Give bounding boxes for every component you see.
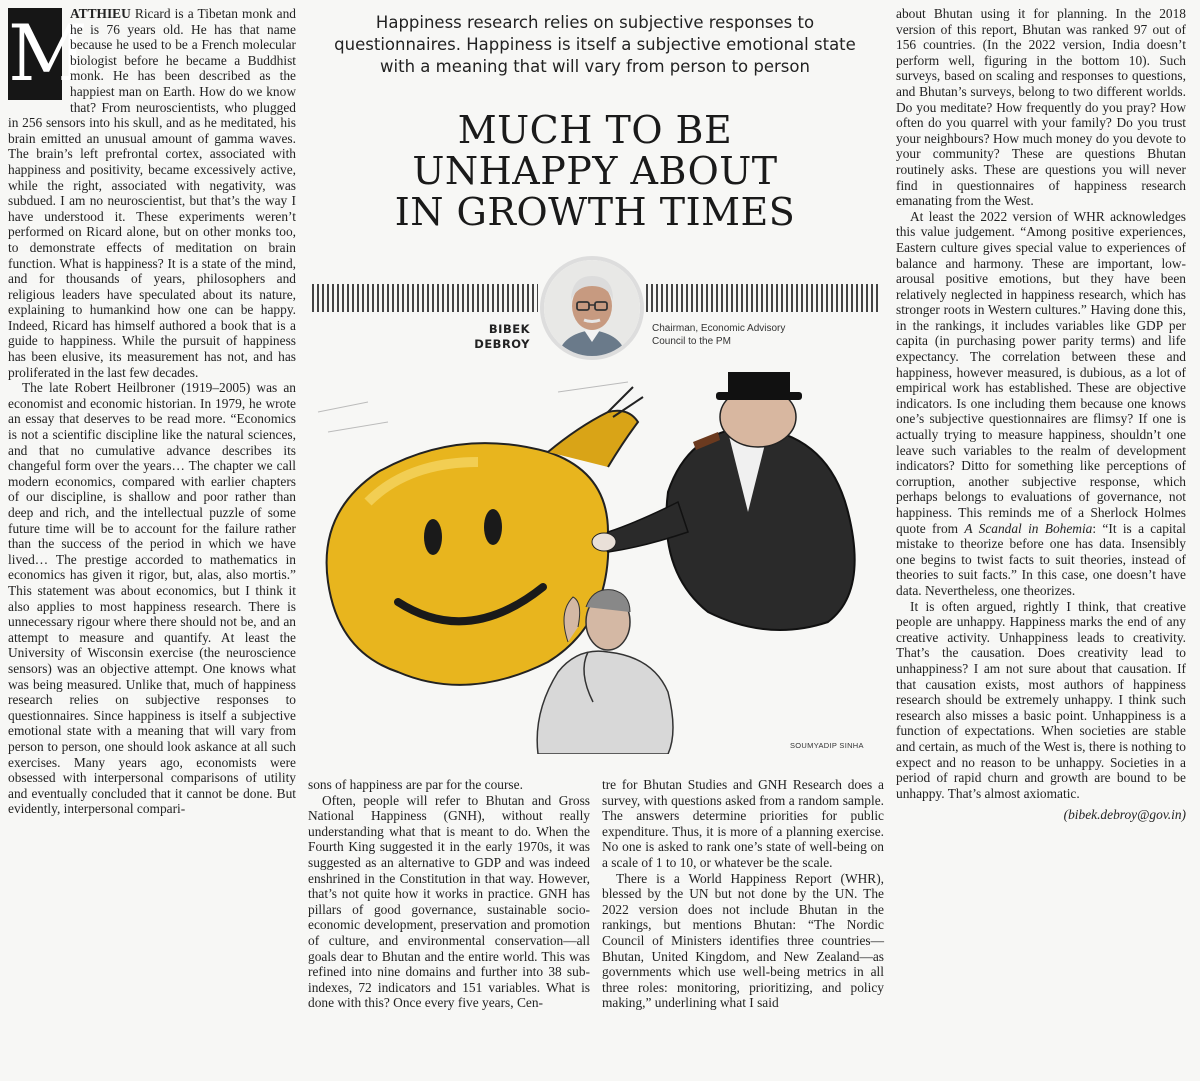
paragraph: The late Robert Heilbroner (1919–2005) was an economist and economic historian. In 1979, he wrote an essay that deserves to be read more. “Economics is not a scientific discipline like the natural sciences, and that no cumulative advance describes its changeful form over the years… The chapter we call modern economics, compared with earlier chapters of our discipline, is shallow and poor rather than deep and rich, and the intellectual puzzle of some future time will be to account for the failure rather than the success of the period in which we have lived… The prestige accorded to mathematics in economics has given it rigor, but, alas, also mortis.” This statement was about economics, but I think it also applies to most happiness research. There is unnecessary rigour where there should not be, and an attempt to measure and quantify. At least the University of Wisconsin exercise (the neuroscience sensors) was an objective attempt. One knows what was being measured. Unlike that, much of happiness research relies on subjective responses to questionnaires. Since happiness is itself a subjective emotional state with a meaning that will vary from person to person, one should look askance at all such exercises. Many years ago, economists were obsessed with interpersonal comparisons of utility and eventually concluded that it cannot be done. But evidently, interpersonal compari- [8,380,296,817]
headline [320,110,870,233]
article-column-3 [602,777,884,1011]
paragraph: about Bhutan using it for planning. In the 2018 version of this report, Bhutan was ranked 97 out of 156 countries. (In the 2022 version, India doesn’t perform well, figuring in the bottom 10). Such surveys, based on scaling and responses to questions, and Bhutan’s surveys, belong to two different worlds. Do you meditate? How frequently do you pray? How often do you quarrel with your family? Do you trust your neighbours? How much money do you devote to your community? These are questions Bhutan routinely asks. These are questions you will never find in questionnaires of happiness research emanating from the West. [896,6,1186,209]
paragraph-text: At least the 2022 version of WHR acknowledges this value judgement. “Among positive experiences, Eastern culture gives special value to experiences of balance and harmony. These are important, low-arousal positive emotions, but they have been relatively neglected in happiness research, which has stronger roots in Western cultures.” Having done this, in the rankings, it includes variables like GDP per capita (in purchasing power parity terms) and life expectancy. The correlation between these and happiness, however measured, is dubious, as a lot of empirical work has established. These are objective indicators. Is one including them because one knows one’s subjective questionnaires are flimsy? If one is actually trying to measure happiness, shouldn’t one leave such variables to the realm of development indicators? Ditto for something like perceptions of corruption, another subjective response, which perhaps belongs to evaluations of governance, not happiness. This reminds me of a Sherlock Holmes quote from [896,208,1186,536]
book-title: A Scandal in Bohemia [964,520,1093,536]
paragraph [8,6,296,380]
byline-stripes-left [312,284,538,312]
paragraph [896,209,1186,599]
paragraph: There is a World Happiness Report (WHR), blessed by the UN but not done by the UN. The 2022 version does not include Bhutan in the rankings, but mentions Bhutan: “The Nordic Council of Ministers identifies three countries—Bhutan, United Kingdom, and New Zealand—as governments which use well-being metrics in all three roles: monitoring, prioritizing, and policy making,” underlining what I said [602,870,884,1011]
drop-cap: M [8,9,88,99]
opening-kicker: ATTHIEU [70,6,131,21]
author-photo [540,256,644,360]
illustration-credit: SOUMYADIP SINHA [790,741,864,750]
paragraph: sons of happiness are par for the course. [308,777,523,792]
paragraph-text: Ricard is a Tibetan monk and he is 76 years old. He has that name because he used to be a French molecular biologist before he became a Buddhist monk. He has been described as the happiest man on Earth. How do we know that? From neuroscientists, who plugged in 256 sensors into his skull, and as he meditated, his brain emitted an unusual amount of gamma waves. The brain’s left prefrontal cortex, associated with happiness and positivity, became excessively active, while the right, associated with negativity, was subdued. I am no neuroscientist, but that’s the way I have understood it. These experiments weren’t performed on Ricard alone, but on other monks too, to demonstrate effects of meditation on brain function. What is happiness? It is a state of the mind, and for thousands of years, philosophers and religious leaders have speculated about its nature, explaining to humankind how one can be happy. Indeed, Ricard has himself authored a book that is a guide to happiness. While the pursuit of happiness has been elusive, its measurement has not, and has proliferated in the last few decades. [8,6,296,380]
paragraph: It is often argued, rightly I think, that creative people are unhappy. Happiness marks the end of any creative activity. Unhappiness leads to creativity. That’s the causation. Does creativity lead to unhappiness? I am not sure about that causation. If that causation exists, most authors of happiness research should be extremely unhappy. I think such research also misses a basic point. Unhappiness is a function of expectations. When societies are stable and certain, as much of the West is, there is nothing to expect and no reason to be unhappy. Societies in a period of rapid churn and growth are bound to be unhappy. That’s almost axiomatic. [896,598,1186,801]
author-first-name: BIBEK [488,322,530,336]
article-column-4 [896,6,1186,823]
headline-line: IN GROWTH TIMES [394,190,796,234]
article-column-1 [8,6,296,817]
byline-stripes-right [646,284,880,312]
author-role: Chairman, Economic Advisory Council to the PM [652,323,786,347]
standfirst: Happiness research relies on subjective responses to questionnaires. Happiness is itself a subjective emotional state with a meaning that will vary from person to person [334,13,856,76]
cartoon-illustration [308,372,882,754]
paragraph: tre for Bhutan Studies and GNH Research does a survey, with questions asked from a random sample. The answers determine priorities for public expenditure. Thus, it is more of a planning exercise. No one is asked to rank one’s state of well-being on a scale of 1 to 10, or whatever be the scale. [602,777,884,870]
author-last-name: DEBROY [474,337,530,351]
headline-line: MUCH TO BE [457,108,733,152]
headline-line: UNHAPPY ABOUT [412,149,778,193]
paragraph: Often, people will refer to Bhutan and Gross National Happiness (GNH), without really understanding what that is meant to do. When the Fourth King suggested it in the early 1970s, it was suggested as an alternative to GDP and was indeed enshrined in the Constitution in that way. However, that’s not quite how it works in practice. GNH has pillars of good governance, sustainable socio-economic development, preservation and promotion of culture, and environmental conservation—all goals dear to Bhutan and the entire world. This was refined into nine domains and further into 38 sub-indexes, 72 indicators and 151 variables. What is done with this? Once every five years, Cen- [308,792,590,1011]
paragraph-text: : “It is a capital mistake to theorize before one has data. Insensibly one begins to twist facts to suit theories, instead of theories to suit facts.” In this case, one doesn’t have data. Nevertheless, one theorizes. [896,520,1186,598]
author-email: (bibek.debroy@gov.in) [1063,807,1186,823]
author-name [446,322,530,352]
article-column-2 [308,777,590,1011]
